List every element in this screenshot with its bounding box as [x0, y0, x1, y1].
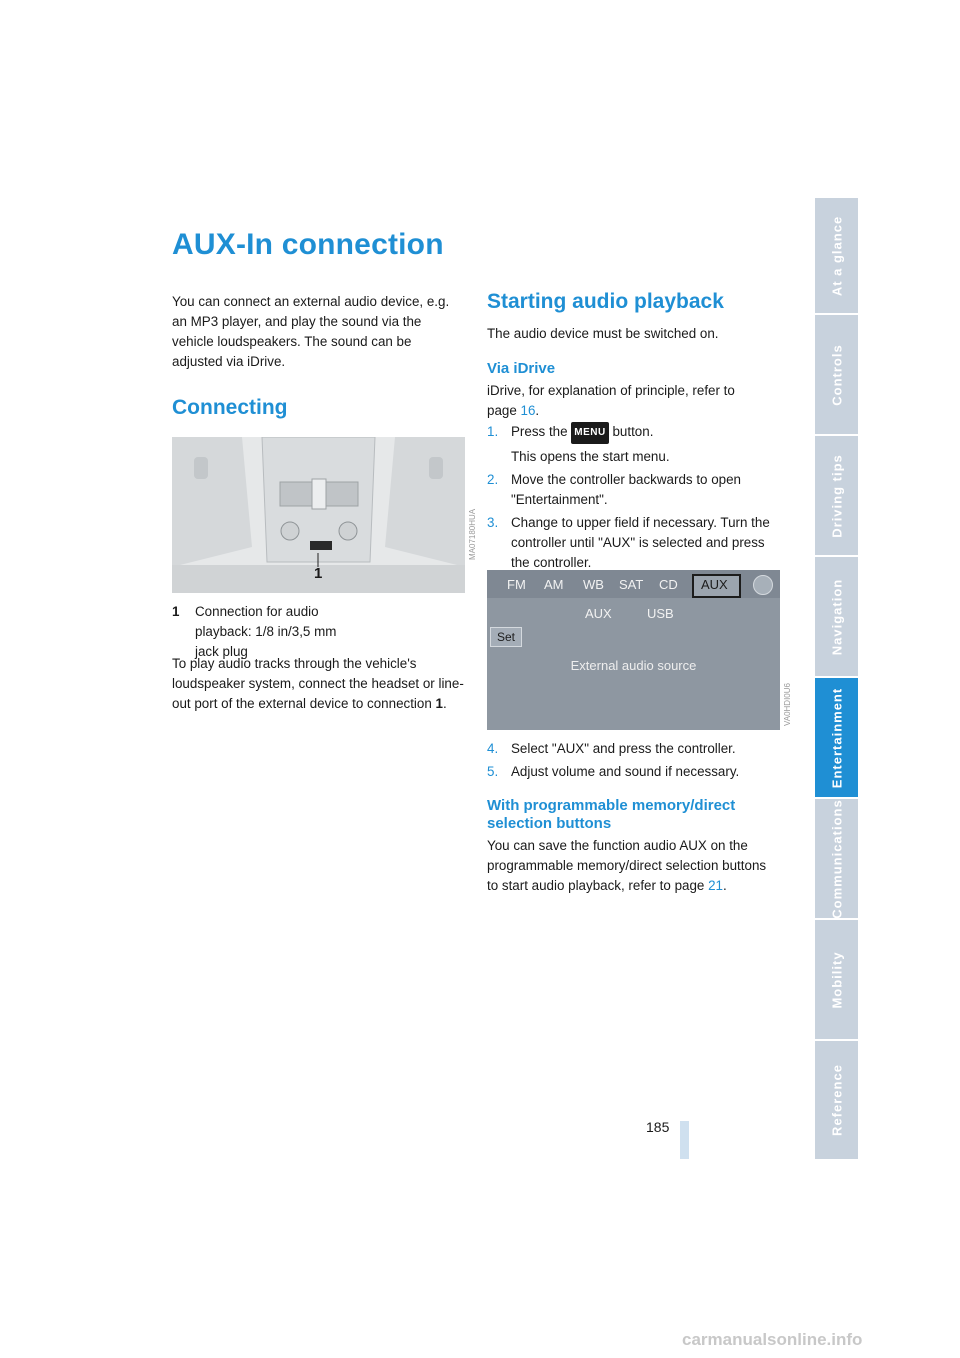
step-item — [487, 739, 780, 759]
programmable-buttons-heading: With programmable memory/direct selection buttons — [487, 797, 736, 832]
step-item — [487, 762, 780, 782]
step-item — [487, 470, 780, 510]
page-link-16[interactable]: 16 — [520, 403, 536, 418]
side-tab-communications[interactable] — [815, 799, 858, 920]
programmable-end: . — [722, 878, 727, 893]
side-tab-label: Reference — [829, 1064, 844, 1136]
page-link-21[interactable]: 21 — [708, 878, 723, 893]
screen-tab-sat: SAT — [619, 577, 644, 592]
caption-text: Connection for audio playback: 1/8 in/3,5 mm jack plug — [195, 604, 337, 659]
step-text: Adjust volume and sound if necessary. — [511, 764, 740, 779]
programmable-buttons-body — [487, 836, 772, 896]
side-tab-label: Navigation — [829, 578, 844, 655]
step-text: Press the — [511, 424, 572, 439]
step-number: 5. — [487, 764, 499, 779]
side-tab-mobility[interactable] — [815, 920, 858, 1041]
intro-paragraph: You can connect an external audio device, e.g. an MP3 player, and play the sound via the vehicle loudspeakers. The sound can be adjusted via iDrive. — [172, 294, 450, 369]
screen-tab-wb: WB — [583, 577, 604, 592]
connecting-body — [172, 654, 464, 714]
screen-tab-am: AM — [544, 577, 564, 592]
step-number: 3. — [487, 515, 499, 530]
side-tab-label: Driving tips — [829, 453, 844, 538]
screen-center-text: External audio source — [570, 658, 697, 673]
step-text-end: button. — [608, 424, 654, 439]
step-item — [487, 422, 780, 467]
side-tab-reference[interactable] — [815, 1041, 858, 1161]
idrive-screen — [487, 570, 780, 730]
connecting-heading: Connecting — [172, 396, 288, 419]
steps-list-a — [487, 422, 780, 576]
side-tab-driving-tips[interactable] — [815, 436, 858, 557]
screen-option-aux: AUX — [585, 606, 612, 621]
step-text: Select "AUX" and press the controller. — [511, 741, 736, 756]
step-number: 4. — [487, 741, 499, 756]
side-tab-label: Communications — [829, 798, 844, 919]
side-tab-label: Entertainment — [829, 687, 844, 788]
watermark: carmanualsonline.info — [682, 1330, 863, 1349]
via-idrive-body — [487, 381, 767, 421]
figure-callout-1: 1 — [314, 565, 323, 582]
starting-heading: Starting audio playback — [487, 290, 724, 313]
starting-body: The audio device must be switched on. — [487, 326, 719, 341]
step-subtext: This opens the start menu. — [511, 449, 670, 464]
rear-console-figure — [172, 437, 465, 593]
screen-tab-aux: AUX — [701, 577, 728, 592]
step-number: 2. — [487, 472, 499, 487]
screen-set-button: Set — [490, 627, 522, 647]
via-idrive-heading: Via iDrive — [487, 360, 556, 377]
connecting-body-end: . — [442, 696, 447, 711]
side-tab-label: Controls — [829, 343, 844, 406]
via-idrive-end: . — [535, 403, 540, 418]
caption-number: 1 — [172, 604, 180, 619]
side-tab-navigation[interactable] — [815, 557, 858, 678]
page-number-bar — [680, 1121, 689, 1159]
steps-list-b — [487, 739, 780, 785]
step-item — [487, 513, 780, 573]
step-number: 1. — [487, 424, 499, 439]
programmable-text: You can save the function audio AUX on the programmable memory/direct selection buttons to start audio playback, refer to page — [487, 838, 767, 893]
connecting-body-text: To play audio tracks through the vehicle's loudspeaker system, connect the headset or line-out port of the external device to connection — [172, 656, 464, 711]
side-tab-entertainment[interactable] — [815, 678, 858, 799]
screen-option-usb: USB — [647, 606, 674, 621]
screen-tab-cd: CD — [659, 577, 678, 592]
screen-tab-fm: FM — [507, 577, 526, 592]
side-tab-at-a-glance[interactable] — [815, 198, 858, 315]
menu-button-icon: MENU — [571, 422, 608, 444]
screen-code: VA0HDI0U6 — [783, 683, 792, 726]
page-number: 185 — [646, 1119, 670, 1135]
step-text: Change to upper field if necessary. Turn the controller until "AUX" is selected and press the controller. — [511, 515, 770, 570]
via-idrive-text: iDrive, for explanation of principle, refer to page — [487, 383, 735, 418]
side-tab-controls[interactable] — [815, 315, 858, 436]
connection-ref: 1 — [435, 696, 443, 711]
side-tab-label: At a glance — [829, 215, 844, 296]
figure-code: MA07180HUA — [468, 508, 477, 560]
page-title: AUX-In connection — [172, 228, 444, 261]
side-tab-label: Mobility — [829, 950, 844, 1009]
step-text: Move the controller backwards to open "Entertainment". — [511, 472, 741, 507]
controller-icon — [753, 575, 773, 595]
